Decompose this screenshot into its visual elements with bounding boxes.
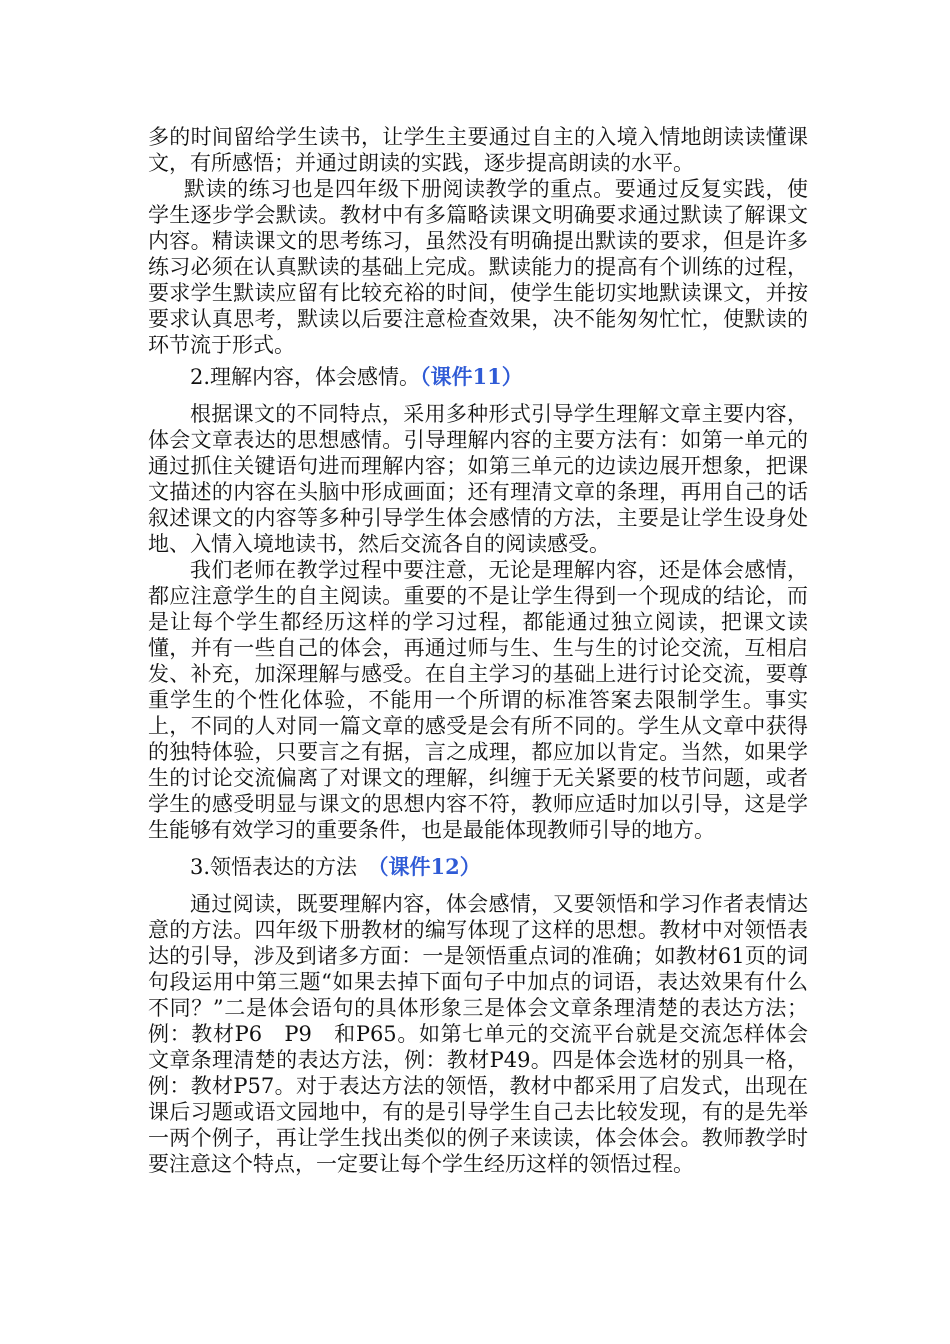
heading-text: 2.理解内容，体会感情。: [190, 365, 421, 389]
heading-text: 3.领悟表达的方法: [190, 855, 379, 879]
paragraph-silent-reading: 默读的练习也是四年级下册阅读教学的重点。要通过反复实践，使学生逐步学会默读。教材中有多篇略读课文明确要求通过默读了解课文内容。精读课文的思考练习，虽然没有明确提出默读的要求，但是许多练习必须在认真默读的基础上完成。默读能力的提高有个训练的过程，要求学生默读应留有比较充裕的时间，使学生能切实地默读课文，并按要求认真思考，默读以后要注意检查效果，决不能匆匆忙忙，使默读的环节流于形式。: [148, 177, 808, 357]
courseware-tag: （课件11）: [420, 364, 523, 389]
document-body: [148, 124, 808, 1177]
section-heading-expression-methods: [148, 852, 808, 882]
paragraph-autonomous-reading: 我们老师在教学过程中要注意，无论是理解内容，还是体会感情，都应注意学生的自主阅读。重要的不是让学生得到一个现成的结论，而是让每个学生都经历这样的学习过程，都能通过独立阅读，把课文读懂，并有一些自己的体会，再通过师与生、生与生的讨论交流，互相启发、补充，加深理解与感受。在自主学习的基础上进行讨论交流，要尊重学生的个性化体验，不能用一个所谓的标准答案去限制学生。事实上，不同的人对同一篇文章的感受是会有所不同的。学生从文章中获得的独特体验，只要言之有据，言之成理，都应加以肯定。当然，如果学生的讨论交流偏离了对课文的理解，纠缠于无关紧要的枝节问题，或者学生的感受明显与课文的思想内容不符，教师应适时加以引导，这是学生能够有效学习的重要条件，也是最能体现教师引导的地方。: [148, 558, 808, 842]
paragraph-reading-time: 多的时间留给学生读书，让学生主要通过自主的入境入情地朗读读懂课文，有所感悟；并通过朗读的实践，逐步提高朗读的水平。: [148, 125, 808, 175]
paragraph-expression-guidance: 通过阅读，既要理解内容，体会感情，又要领悟和学习作者表情达意的方法。四年级下册教材的编写体现了这样的思想。教材中对领悟表达的引导，涉及到诸多方面：一是领悟重点词的准确；如教材61页的词句段运用中第三题“如果去掉下面句子中加点的词语，表达效果有什么不同？”二是体会语句的具体形象三是体会文章条理清楚的表达方法；例：教材P6 P9 和P65。如第七单元的交流平台就是交流怎样体会文章条理清楚的表达方法，例：教材P49。四是体会选材的别具一格，例：教材P57。对于表达方法的领悟，教材中都采用了启发式，出现在课后习题或语文园地中，有的是引导学生自己去比较发现，有的是先举一两个例子，再让学生找出类似的例子来读读，体会体会。教师教学时要注意这个特点，一定要让每个学生经历这样的领悟过程。: [148, 892, 808, 1176]
paragraph-guide-understanding: 根据课文的不同特点，采用多种形式引导学生理解文章主要内容，体会文章表达的思想感情。引导理解内容的主要方法有：如第一单元的通过抓住关键语句进而理解内容；如第三单元的边读边展开想象，把课文描述的内容在头脑中形成画面；还有理清文章的条理，再用自己的话叙述课文的内容等多种引导学生体会感情的方法，主要是让学生设身处地、入情入境地读书，然后交流各自的阅读感受。: [148, 402, 808, 556]
section-heading-understand-content: [148, 362, 808, 392]
courseware-tag: （课件12）: [378, 854, 481, 879]
